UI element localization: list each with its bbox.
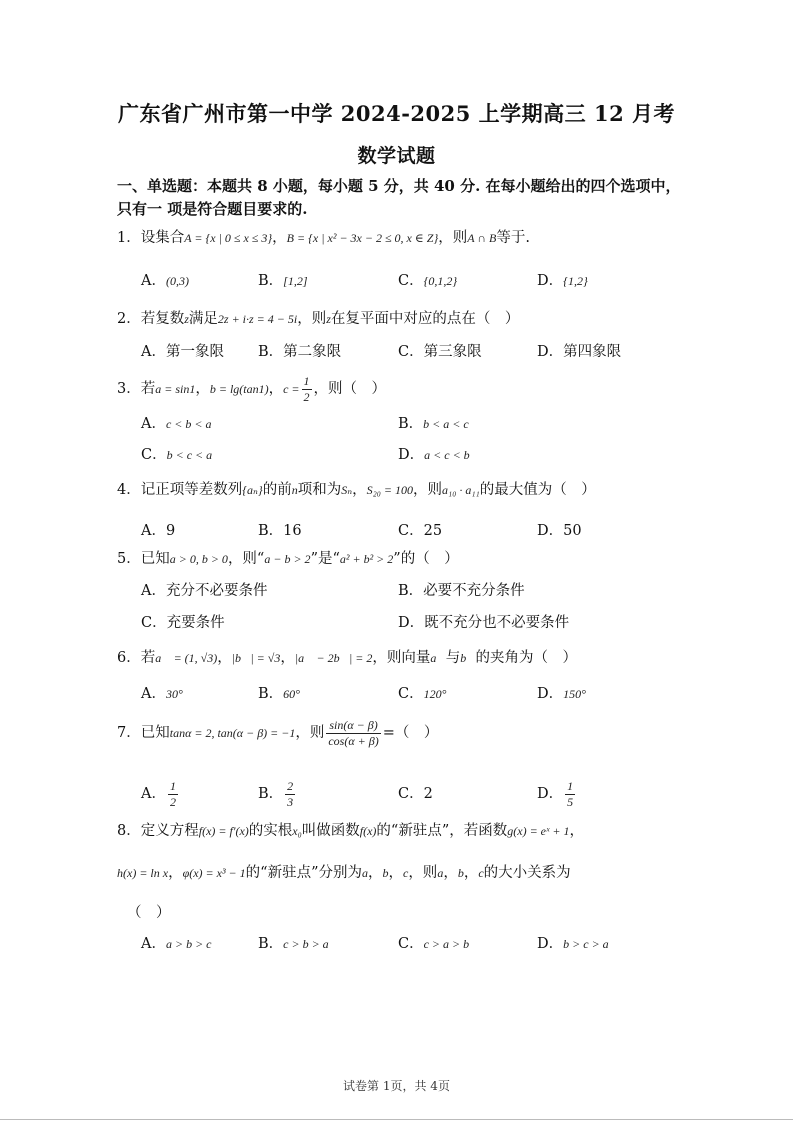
q3-c-den: 2	[303, 389, 310, 404]
q8-mid4: 的“新驻点”分别为	[245, 865, 362, 881]
option-fraction	[285, 779, 295, 810]
q6-sep1: ，	[217, 650, 232, 666]
q5-prefix: 5．已知	[117, 551, 170, 567]
q6-prefix: 6．若	[117, 650, 156, 666]
option-text: 充要条件	[166, 615, 225, 631]
option-label: B．	[398, 583, 424, 599]
q1-prefix: 1．设集合	[117, 230, 185, 246]
q3-option-b[interactable]	[398, 412, 469, 433]
question-8-stem-line3: （ ）	[127, 905, 171, 921]
question-1-stem	[117, 226, 530, 247]
option-label: A．	[141, 523, 166, 539]
option-label: A．	[141, 273, 166, 289]
q6-mid: ，则向量	[372, 650, 431, 666]
option-label: C．	[398, 523, 424, 539]
q8-b: b	[382, 866, 389, 880]
option-label: A．	[141, 786, 166, 802]
section-heading	[117, 175, 681, 221]
q8-c1: ，	[367, 865, 383, 881]
q8-hx: h(x) = ln x	[117, 866, 169, 880]
q7-option-a[interactable]	[141, 777, 180, 811]
q8-prefix: 8．定义方程	[117, 823, 199, 839]
option-label: D．	[537, 936, 564, 952]
q3-suffix: ，则（ ）	[313, 381, 387, 397]
q1-set-b: B = {x | x² − 3x − 2 ≤ 0, x ∈ Z}	[286, 231, 439, 245]
q7-suffix: =（ ）	[382, 725, 439, 741]
option-text: 第二象限	[283, 344, 342, 360]
option-fraction	[168, 779, 178, 810]
q6-b: b⃗	[460, 651, 476, 665]
q2-option-c[interactable]	[398, 340, 482, 361]
q4-seq: {aₙ}	[242, 483, 263, 497]
q4-option-b[interactable]	[258, 519, 302, 540]
q1-option-b[interactable]	[258, 269, 308, 290]
option-label: D．	[398, 615, 425, 631]
question-5-stem	[117, 547, 459, 568]
q1-expr: A ∩ B	[467, 231, 497, 245]
q2-eq: 2z + i·z = 4 − 5i	[217, 312, 298, 326]
q8-a: a	[361, 866, 368, 880]
q4-mid1: 的前	[262, 482, 292, 498]
q8-c3: ，	[443, 865, 458, 881]
q2-option-b[interactable]	[258, 340, 341, 361]
q4-option-c[interactable]	[398, 519, 442, 540]
question-8-stem-line1	[117, 819, 584, 840]
option-text: a > b > c	[165, 937, 212, 951]
option-num: 1	[169, 778, 176, 793]
q5-mid2: ”是“	[310, 551, 340, 567]
q5-mid1: ，则“	[227, 551, 265, 567]
page-bottom-divider	[0, 1119, 793, 1120]
q4-mid2: 项和为	[297, 482, 342, 498]
q8-fx: f(x)	[359, 824, 377, 838]
q4-prefix: 4．记正项等差数列	[117, 482, 243, 498]
q8-a2: a	[437, 866, 444, 880]
q3-c-lhs: c =	[283, 382, 300, 396]
section-heading-line2: 只有一 项是符合题目要求的.	[117, 200, 308, 218]
q8-b2: b	[457, 866, 464, 880]
q8-mid2: 叫做函数	[301, 823, 360, 839]
option-den: 5	[567, 794, 574, 809]
q5-cond: a > 0, b > 0	[169, 552, 228, 566]
q3-option-d[interactable]	[398, 443, 470, 464]
q4-n: n	[291, 483, 298, 497]
option-label: D．	[537, 786, 564, 802]
q8-mid1: 的实根	[248, 823, 293, 839]
question-2-stem	[117, 307, 519, 328]
option-text: b > c > a	[563, 937, 609, 951]
q5-option-c[interactable]	[141, 611, 225, 632]
option-label: B．	[258, 936, 284, 952]
option-num: 1	[567, 778, 574, 793]
option-label: B．	[258, 273, 284, 289]
q4-sep: ，	[352, 482, 367, 498]
option-fraction	[565, 779, 575, 810]
q1-option-c[interactable]	[398, 269, 457, 290]
q5-option-a[interactable]	[141, 579, 267, 600]
q8-mid5: ，则	[408, 865, 438, 881]
q3-option-a[interactable]	[141, 412, 212, 433]
option-den: 3	[287, 794, 294, 809]
q6-option-d[interactable]	[537, 682, 586, 703]
option-text: [1,2]	[283, 274, 308, 288]
q5-q: a² + b² > 2	[339, 552, 394, 566]
option-label: C．	[398, 686, 424, 702]
option-label: D．	[537, 273, 564, 289]
question-8-stem-line2	[117, 861, 571, 882]
q5-option-b[interactable]	[398, 579, 525, 600]
q6-vb: |b⃗| = √3	[231, 651, 281, 665]
q2-var2: z	[326, 312, 331, 326]
option-text: c < b < a	[165, 417, 212, 431]
option-label: B．	[398, 416, 424, 432]
section-heading-line1: 一、单选题：本题共 8 小题，每小题 5 分，共 40 分. 在每小题给出的四个选项中，	[117, 177, 681, 195]
q3-sep2: ，	[268, 381, 284, 397]
q1-option-a[interactable]	[141, 269, 189, 290]
option-text: {0,1,2}	[423, 274, 458, 288]
q6-sep2: ，	[280, 650, 295, 666]
option-label: C．	[141, 447, 167, 463]
q3-c-num: 1	[303, 373, 310, 388]
option-text: b < a < c	[423, 417, 469, 431]
option-text: b < c < a	[166, 448, 213, 462]
option-text: 充分不必要条件	[165, 583, 268, 599]
option-text: 第一象限	[165, 344, 224, 360]
q7-option-b[interactable]	[258, 777, 297, 811]
exam-subtitle: 数学试题	[357, 145, 436, 167]
q8-eq1: f(x) = f′(x)	[198, 824, 249, 838]
q2-prefix: 2．若复数	[117, 311, 185, 327]
q4-sn: Sₙ	[341, 483, 353, 497]
q8-c4: ，	[463, 865, 479, 881]
q6-vc: |a⃗ − 2b⃗| = 2	[294, 651, 373, 665]
option-label: D．	[537, 523, 564, 539]
q8-x0: x₀	[292, 824, 302, 838]
option-text: 60°	[283, 687, 300, 701]
q2-mid2: ，则	[297, 311, 327, 327]
q5-option-d[interactable]	[398, 611, 569, 632]
page-footer: 试卷第 1页，共 4页	[343, 1079, 450, 1093]
q1-set-a: A = {x | 0 ≤ x ≤ 3}	[184, 231, 273, 245]
option-label: B．	[258, 344, 284, 360]
q8-c2: ，	[388, 865, 403, 881]
q6-and: 与	[445, 650, 461, 666]
q2-option-d[interactable]	[537, 340, 621, 361]
q8-end2: 的大小关系为	[483, 865, 571, 881]
option-text: {1,2}	[563, 274, 588, 288]
q6-option-a[interactable]	[141, 682, 183, 703]
q1-sep2: ，则	[438, 230, 468, 246]
option-text: 9	[165, 523, 176, 539]
option-text: 第三象限	[423, 344, 482, 360]
q6-option-c[interactable]	[398, 682, 446, 703]
option-num: 2	[287, 778, 294, 793]
q3-c-fraction	[302, 374, 312, 405]
option-text: 16	[283, 523, 302, 539]
option-label: A．	[141, 936, 166, 952]
q4-option-a[interactable]	[141, 519, 175, 540]
q8-phix: φ(x) = x³ − 1	[182, 866, 246, 880]
option-text: c > a > b	[423, 937, 470, 951]
q7-option-c[interactable]	[398, 777, 433, 811]
exam-title: 广东省广州市第一中学 2024-2025 上学期高三 12 月考	[117, 101, 676, 126]
option-label: C．	[398, 344, 424, 360]
option-label: C．	[398, 786, 424, 802]
q7-frac-den: cos(α + β)	[328, 733, 379, 748]
option-text: a < c < b	[424, 448, 470, 462]
option-text: 第四象限	[563, 344, 622, 360]
option-label: B．	[258, 523, 284, 539]
q7-cond: tanα = 2, tan(α − β) = −1	[169, 726, 296, 740]
q8-c: c	[402, 866, 409, 880]
q4-s20: S₂₀ = 100	[366, 483, 414, 497]
question-7-stem	[117, 714, 438, 752]
q4-mid3: ，则	[413, 482, 443, 498]
q6-a: a⃗	[430, 651, 446, 665]
question-6-stem	[117, 646, 577, 667]
option-text: 25	[423, 523, 443, 539]
option-label: B．	[258, 786, 284, 802]
q1-suffix: 等于.	[496, 230, 530, 246]
q4-option-d[interactable]	[537, 519, 582, 540]
q5-p: a − b > 2	[264, 552, 311, 566]
q1-sep1: ，	[272, 230, 287, 246]
q3-b: b = lg(tan1)	[209, 382, 269, 396]
option-label: A．	[141, 344, 166, 360]
option-label: A．	[141, 583, 166, 599]
q7-prefix: 7．已知	[117, 725, 170, 741]
q2-mid1: 满足	[188, 311, 218, 327]
option-text: 30°	[165, 687, 183, 701]
q3-prefix: 3．若	[117, 381, 156, 397]
q2-var: z	[184, 312, 189, 326]
q3-sep1: ，	[195, 381, 210, 397]
q1-option-d[interactable]	[537, 269, 588, 290]
option-label: C．	[398, 273, 424, 289]
option-label: A．	[141, 416, 166, 432]
q8-option-a[interactable]	[141, 932, 212, 953]
option-label: C．	[398, 936, 424, 952]
q7-frac-num: sin(α − β)	[326, 718, 380, 734]
q7-option-d[interactable]	[537, 777, 577, 811]
q3-option-c[interactable]	[141, 443, 212, 464]
option-text: 必要不充分条件	[423, 583, 525, 599]
option-label: A．	[141, 686, 166, 702]
q7-fraction	[326, 718, 380, 749]
q3-a: a = sin1	[155, 382, 196, 396]
q6-option-b[interactable]	[258, 682, 300, 703]
option-text: 150°	[563, 687, 586, 701]
option-label: B．	[258, 686, 284, 702]
q8-sep1: ，	[168, 865, 183, 881]
q8-option-c[interactable]	[398, 932, 469, 953]
q6-va: a⃗ = (1, √3)	[155, 651, 218, 665]
q7-mid: ，则	[295, 725, 325, 741]
q8-gx: g(x) = eˣ + 1	[507, 824, 570, 838]
q4-suffix: 的最大值为（ ）	[479, 482, 596, 498]
q8-c-2: c	[478, 866, 484, 880]
q5-suffix: ”的（ ）	[393, 551, 459, 567]
q6-suffix: 的夹角为（ ）	[475, 650, 578, 666]
option-label: C．	[141, 615, 167, 631]
q8-option-b[interactable]	[258, 932, 329, 953]
option-text: (0,3)	[165, 274, 189, 288]
option-label: D．	[537, 344, 564, 360]
option-label: D．	[398, 447, 425, 463]
option-den: 2	[169, 794, 176, 809]
option-text: 50	[563, 523, 582, 539]
q2-suffix: 在复平面中对应的点在（ ）	[330, 311, 520, 327]
option-text: c > b > a	[283, 937, 329, 951]
q8-mid3: 的“新驻点”，若函数	[376, 823, 508, 839]
q8-option-d[interactable]	[537, 932, 609, 953]
question-4-stem	[117, 478, 596, 499]
option-text: 既不充分也不必要条件	[424, 615, 570, 631]
q4-prod: a₁₀ · a₁₁	[442, 483, 480, 497]
question-3-stem	[117, 372, 386, 406]
option-label: D．	[537, 686, 564, 702]
q8-end1: ，	[569, 823, 584, 839]
q2-option-a[interactable]	[141, 340, 224, 361]
option-text: 2	[423, 786, 433, 802]
option-text: 120°	[423, 687, 447, 701]
